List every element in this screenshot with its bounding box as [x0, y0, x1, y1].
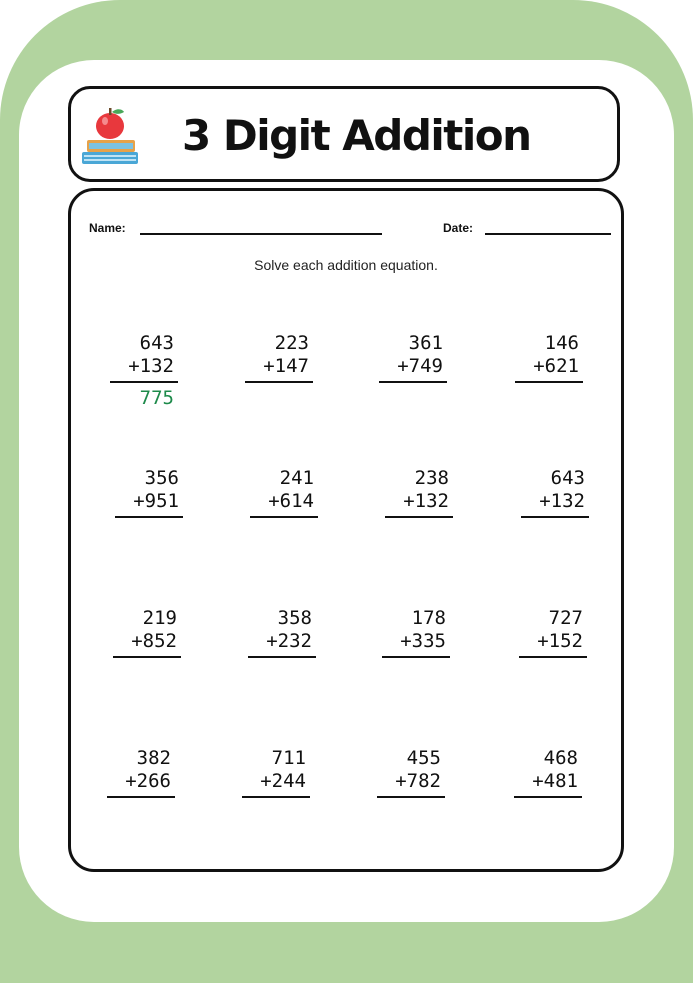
problem-6: [238, 467, 318, 545]
apple-on-books-icon: [80, 104, 144, 170]
addend-bottom: +782: [395, 770, 441, 792]
addend-top: 356: [144, 467, 179, 489]
sum-line: [248, 656, 316, 658]
addend-bottom: +481: [532, 770, 578, 792]
addend-bottom: +132: [403, 490, 449, 512]
addend-top: 455: [406, 747, 441, 769]
sum-line: [115, 516, 183, 518]
sum-line: [113, 656, 181, 658]
problem-12: [507, 607, 587, 685]
answer[interactable]: [230, 802, 310, 825]
sum-line: [382, 656, 450, 658]
problem-7: [373, 467, 453, 545]
answer[interactable]: [509, 522, 589, 545]
sum-line: [107, 796, 175, 798]
sum-line: [242, 796, 310, 798]
addend-bottom: +266: [125, 770, 171, 792]
instructions: Solve each addition equation.: [254, 257, 438, 273]
sum-line: [515, 381, 583, 383]
answer[interactable]: [507, 662, 587, 685]
addend-bottom: +132: [539, 490, 585, 512]
page-title: 3 Digit Addition: [182, 111, 531, 160]
problem-15: [365, 747, 445, 825]
addend-top: 146: [544, 332, 579, 354]
problem-16: [502, 747, 582, 825]
addend-bottom: +152: [537, 630, 583, 652]
problem-13: [95, 747, 175, 825]
problem-2: [233, 332, 313, 410]
sum-line: [245, 381, 313, 383]
addend-bottom: +951: [133, 490, 179, 512]
date-field[interactable]: [485, 233, 611, 235]
answer[interactable]: [103, 522, 183, 545]
problem-5: [103, 467, 183, 545]
addend-top: 358: [277, 607, 312, 629]
sum-line: [110, 381, 178, 383]
sum-line: [514, 796, 582, 798]
problem-11: [370, 607, 450, 685]
answer[interactable]: [502, 802, 582, 825]
addend-top: 178: [411, 607, 446, 629]
addend-top: 727: [548, 607, 583, 629]
sum-line: [385, 516, 453, 518]
addend-bottom: +132: [128, 355, 174, 377]
answer[interactable]: [236, 662, 316, 685]
addend-top: 468: [543, 747, 578, 769]
addend-bottom: +147: [263, 355, 309, 377]
addend-top: 223: [274, 332, 309, 354]
addend-top: 238: [414, 467, 449, 489]
sum-line: [377, 796, 445, 798]
problem-1: [98, 332, 178, 410]
problem-14: [230, 747, 310, 825]
name-field[interactable]: [140, 233, 382, 235]
addend-top: 361: [408, 332, 443, 354]
addend-top: 643: [139, 332, 174, 354]
addend-top: 711: [271, 747, 306, 769]
problem-4: [503, 332, 583, 410]
addend-bottom: +852: [131, 630, 177, 652]
answer[interactable]: [95, 802, 175, 825]
answer[interactable]: [365, 802, 445, 825]
name-label: Name:: [89, 221, 126, 235]
addend-bottom: +244: [260, 770, 306, 792]
answer[interactable]: [503, 387, 583, 410]
addend-top: 382: [136, 747, 171, 769]
answer[interactable]: [233, 387, 313, 410]
answer[interactable]: [367, 387, 447, 410]
addend-bottom: +621: [533, 355, 579, 377]
answer[interactable]: [370, 662, 450, 685]
answer[interactable]: [238, 522, 318, 545]
answer[interactable]: [101, 662, 181, 685]
problem-3: [367, 332, 447, 410]
date-label: Date:: [443, 221, 474, 235]
answer[interactable]: 775: [139, 387, 174, 409]
addend-bottom: +335: [400, 630, 446, 652]
addend-top: 643: [550, 467, 585, 489]
addend-top: 219: [142, 607, 177, 629]
problem-8: [509, 467, 589, 545]
problem-9: [101, 607, 181, 685]
sum-line: [519, 656, 587, 658]
addend-bottom: +232: [266, 630, 312, 652]
problem-10: [236, 607, 316, 685]
sum-line: [521, 516, 589, 518]
addend-bottom: +749: [397, 355, 443, 377]
sum-line: [379, 381, 447, 383]
answer[interactable]: [373, 522, 453, 545]
addend-bottom: +614: [268, 490, 314, 512]
addend-top: 241: [279, 467, 314, 489]
sum-line: [250, 516, 318, 518]
